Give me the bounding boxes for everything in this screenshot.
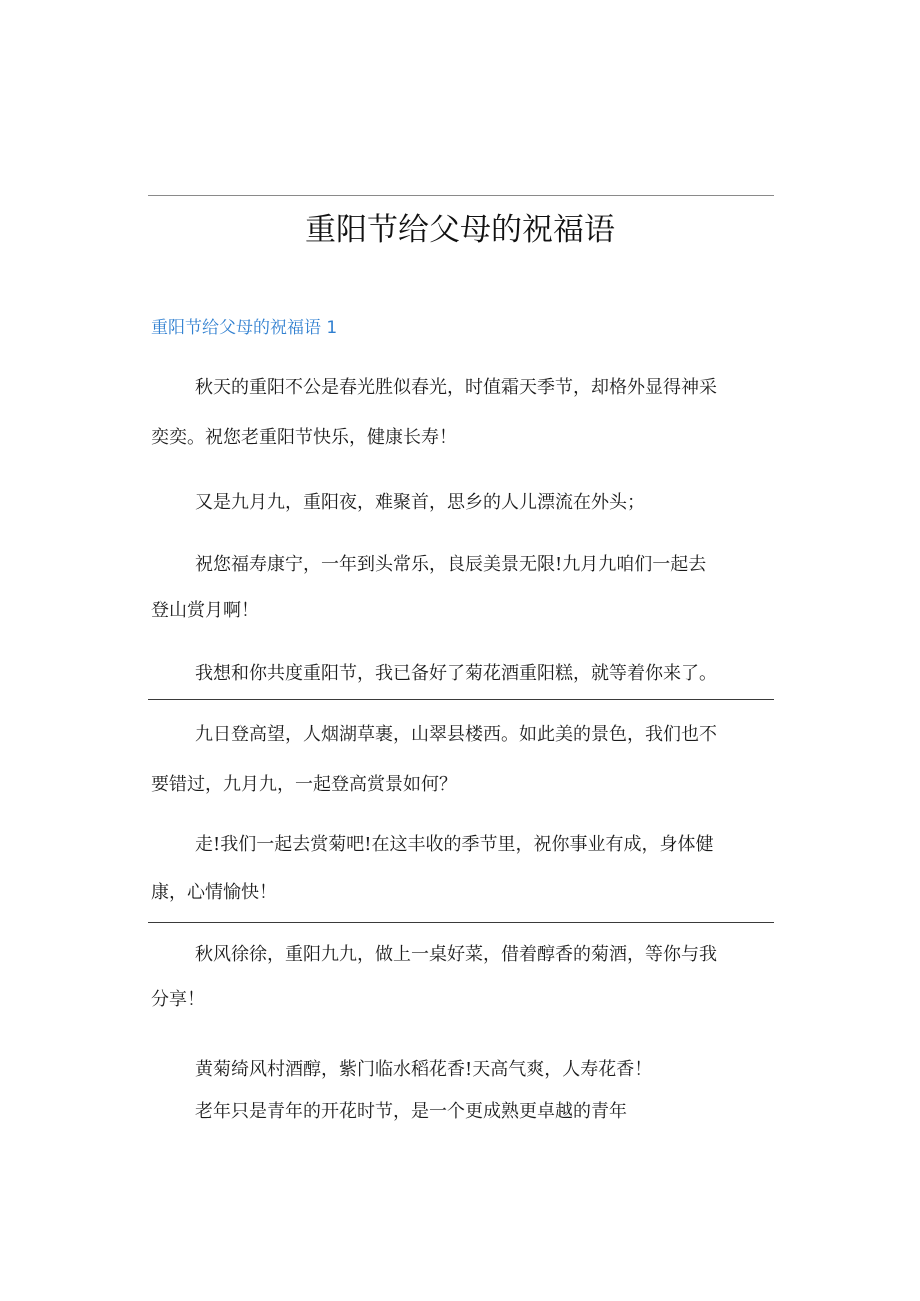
text-line: 我想和你共度重阳节，我已备好了菊花酒重阳糕，就等着你来了。 [195, 663, 717, 684]
text-line: 分享！ [151, 989, 205, 1010]
text-line: 康，心情愉快！ [151, 882, 277, 903]
text-line: 秋风徐徐，重阳九九，做上一桌好菜，借着醇香的菊酒，等你与我 [195, 944, 717, 965]
text-line: 要错过，九月九，一起登高赏景如何？ [151, 774, 457, 795]
text-line: 奕奕。祝您老重阳节快乐，健康长寿！ [151, 427, 457, 448]
text-line: 秋天的重阳不公是春光胜似春光，时值霜天季节，却格外显得神采 [195, 377, 717, 398]
text-line: 九日登高望，人烟湖草裹，山翠县楼西。如此美的景色，我们也不 [195, 724, 717, 745]
text-line: 黄菊绮风村酒醇，紫门临水稻花香!天高气爽，人寿花香！ [195, 1059, 653, 1080]
document-title: 重阳节给父母的祝福语 [305, 212, 615, 248]
text-line: 祝您福寿康宁，一年到头常乐，良辰美景无限!九月九咱们一起去 [195, 554, 707, 575]
section-divider [148, 922, 774, 923]
text-line: 登山赏月啊！ [151, 600, 259, 621]
section-heading: 重阳节给父母的祝福语 1 [151, 318, 338, 338]
text-line: 老年只是青年的开花时节，是一个更成熟更卓越的青年 [195, 1101, 627, 1122]
section-divider [148, 699, 774, 700]
text-line: 走!我们一起去赏菊吧!在这丰收的季节里，祝你事业有成，身体健 [195, 834, 714, 855]
text-line: 又是九月九，重阳夜，难聚首，思乡的人儿漂流在外头； [195, 492, 645, 513]
top-divider [148, 195, 774, 196]
